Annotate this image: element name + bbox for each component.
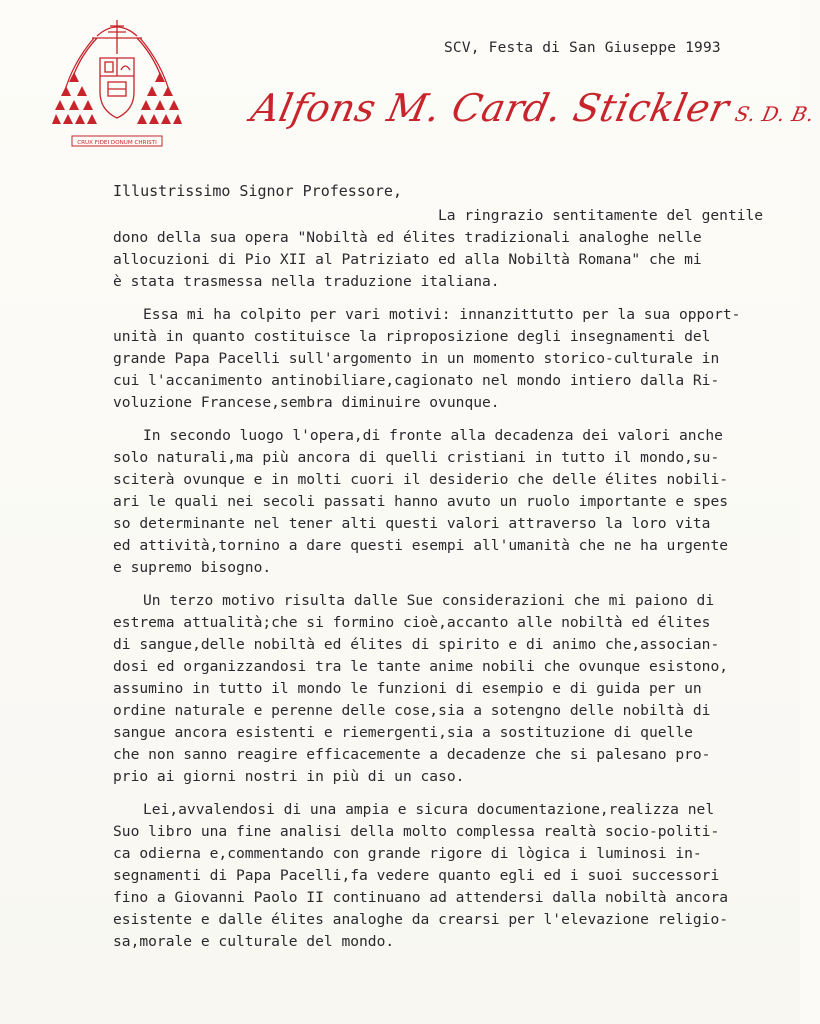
letterhead-suffix: S. D. B. — [732, 102, 817, 126]
salutation: Illustrissimo Signor Professore, — [113, 182, 402, 200]
text-line: so determinante nel tener alti questi valori attraverso la loro vita — [113, 515, 711, 532]
text-line: La ringrazio sentitamente del gentile — [438, 207, 764, 224]
text-line: sangue ancora esistenti e riemergenti,sia a sostituzione di quelle — [113, 724, 693, 741]
text-line: allocuzioni di Pio XII al Patriziato ed alla Nobiltà Romana" che mi — [113, 251, 702, 268]
cardinal-coat-of-arms-icon — [52, 14, 182, 154]
paragraph-4 — [113, 590, 803, 788]
text-line: di sangue,delle nobiltà ed élites di spirito e di animo che,associan- — [113, 636, 720, 653]
text-line: assumino in tutto il mondo le funzioni di esempio e di guida per un — [113, 680, 702, 697]
text-line: ordine naturale e perenne delle cose,sia a sotengno delle nobiltà di — [113, 702, 711, 719]
text-line: Essa mi ha colpito per vari motivi: innanzittutto per la sua opport- — [143, 306, 741, 323]
text-line: che non sanno reagire efficacemente a decadenze che si palesano pro- — [113, 746, 711, 763]
text-line: ari le quali nei secoli passati hanno avuto un ruolo importante e spes — [113, 493, 729, 510]
text-line: dosi ed organizzandosi tra le tante anime nobili che ovunque esistono, — [113, 658, 729, 675]
text-line: unità in quanto costituisce la riproposizione degli insegnamenti del — [113, 328, 711, 345]
paragraph-2 — [113, 304, 803, 414]
text-line: cui l'accanimento antinobiliare,cagionato nel mondo intiero dalla Ri- — [113, 372, 720, 389]
text-line: voluzione Francese,sembra diminuire ovunque. — [113, 394, 500, 411]
paragraph-1 — [113, 205, 803, 293]
text-line: Un terzo motivo risulta dalle Sue considerazioni che mi paiono di — [143, 592, 715, 609]
text-line: è stata trasmessa nella traduzione italiana. — [113, 273, 500, 290]
text-line: solo naturali,ma più ancora di quelli cristiani in tutto il mondo,su- — [113, 449, 720, 466]
text-line: ed attività,tornino a dare questi esempi all'umanità che ne ha urgente — [113, 537, 729, 554]
text-line: sa,morale e culturale del mondo. — [113, 933, 395, 950]
letterhead-name-text: Alfons M. Card. Stickler — [247, 86, 734, 130]
letterhead-name — [247, 86, 820, 130]
text-line: estrema attualità;che si formino cioè,accanto alle nobiltà ed élites — [113, 614, 711, 631]
text-line: sciterà ovunque e in molti cuori il desiderio che delle élites nobili- — [113, 471, 729, 488]
emblem-motto: CRUX FIDEI DONUM CHRISTI — [77, 140, 157, 146]
text-line: e supremo bisogno. — [113, 559, 272, 576]
text-line: dono della sua opera "Nobiltà ed élites tradizionali analoghe nelle — [113, 229, 702, 246]
text-line: fino a Giovanni Paolo II continuano ad attendersi dalla nobiltà ancora — [113, 889, 729, 906]
text-line: segnamenti di Papa Pacelli,fa vedere quanto egli ed i suoi successori — [113, 867, 720, 884]
text-line: Lei,avvalendosi di una ampia e sicura documentazione,realizza nel — [143, 801, 715, 818]
text-line: ca odierna e,commentando con grande rigore di lògica i luminosi in- — [113, 845, 702, 862]
text-line: prio ai giorni nostri in più di un caso. — [113, 768, 465, 785]
text-line: grande Papa Pacelli sull'argomento in un momento storico-culturale in — [113, 350, 720, 367]
paragraph-5 — [113, 799, 803, 953]
text-line: Suo libro una fine analisi della molto complessa realtà socio-politi- — [113, 823, 720, 840]
dateline: SCV, Festa di San Giuseppe 1993 — [444, 40, 721, 56]
text-line: esistente e dalle élites analoghe da crearsi per l'elevazione religio- — [113, 911, 729, 928]
text-line: In secondo luogo l'opera,di fronte alla decadenza dei valori anche — [143, 427, 723, 444]
paragraph-3 — [113, 425, 803, 579]
letter-body — [113, 205, 803, 964]
